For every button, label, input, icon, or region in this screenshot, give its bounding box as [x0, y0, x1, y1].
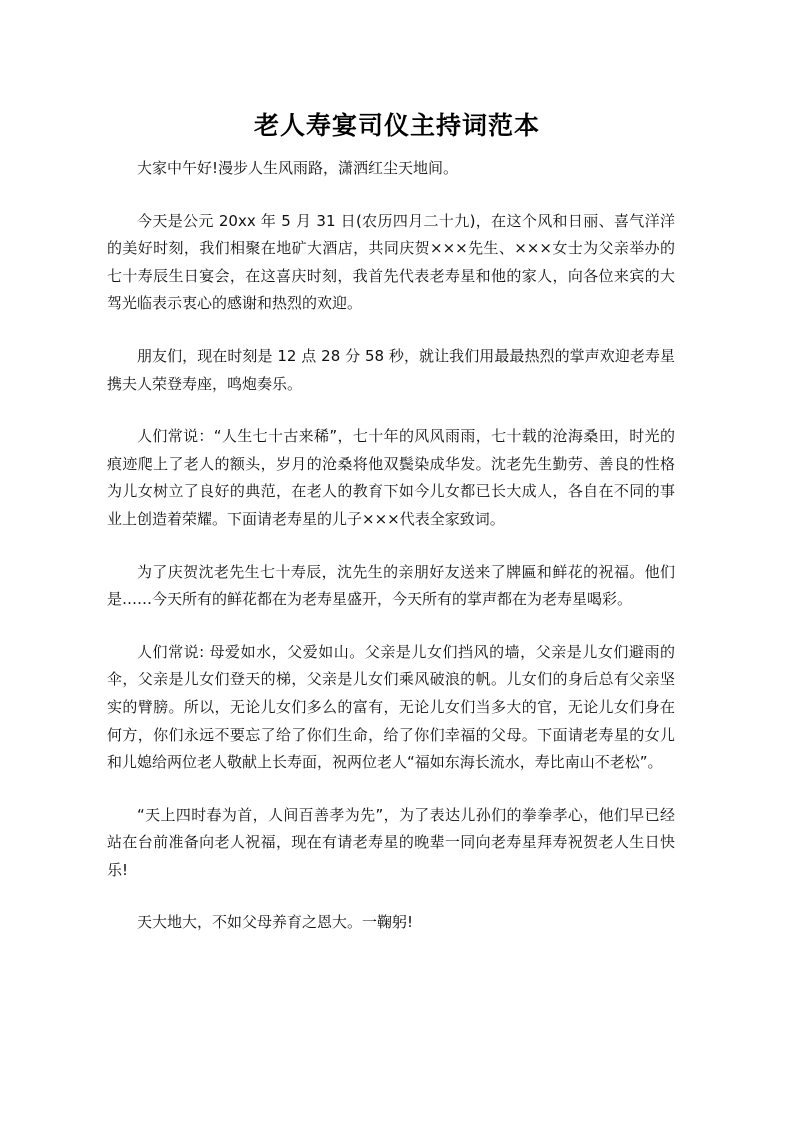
paragraph: 今天是公元 20xx 年 5 月 31 日(农历四月二十九)，在这个风和日丽、喜气洋洋的美好时刻，我们相聚在地矿大酒店，共同庆贺×××先生、×××女士为父亲举办的七十寿辰生日宴会，在这喜庆时刻，我首先代表老寿星和他的家人，向各位来宾的大驾光临表示衷心的感谢和热烈的欢迎。 — [107, 211, 675, 313]
paragraph: 大家中午好!漫步人生风雨路，潇洒红尘天地间。 — [137, 159, 459, 177]
document-body — [107, 155, 675, 962]
paragraph: 人们常说: 母爱如水，父爱如山。父亲是儿女们挡风的墙，父亲是儿女们避雨的伞，父亲是儿女们登天的梯，父亲是儿女们乘风破浪的帆。儿女们的身后总有父亲坚实的臂膀。所以，无论儿女们多么的富有，无论儿女们当多大的官，无论儿女们身在何方，你们永远不要忘了给了你们生命，给了你们幸福的父母。下面请老寿星的女儿和儿媳给两位老人敬献上长寿面，祝两位老人“福如东海长流水，寿比南山不老松”。 — [107, 642, 675, 772]
paragraph: 人们常说：“人生七十古来稀”，七十年的风风雨雨，七十载的沧海桑田，时光的痕迹爬上了老人的额头，岁月的沧桑将他双鬓染成华发。沈老先生勤劳、善良的性格为儿女树立了良好的典范，在老人的教育下如今儿女都已长大成人，各自在不同的事业上创造着荣耀。下面请老寿星的儿子×××代表全家致词。 — [107, 427, 675, 528]
paragraph: 朋友们，现在时刻是 12 点 28 分 58 秒，就让我们用最最热烈的掌声欢迎老寿星携夫人荣登寿座，鸣炮奏乐。 — [107, 346, 675, 393]
document-title: 老人寿宴司仪主持词范本 — [253, 111, 540, 140]
paragraph: 为了庆贺沈老先生七十寿辰，沈先生的亲朋好友送来了牌匾和鲜花的祝福。他们是……今天所有的鲜花都在为老寿星盛开，今天所有的掌声都在为老寿星喝彩。 — [107, 562, 675, 609]
paragraph: 天大地大，不如父母养育之恩大。一鞠躬! — [137, 913, 414, 932]
paragraph: “天上四时春为首，人间百善孝为先”，为了表达儿孙们的拳拳孝心，他们早已经站在台前准备向老人祝福，现在有请老寿星的晚辈一同向老寿星拜寿祝贺老人生日快乐! — [107, 805, 675, 879]
